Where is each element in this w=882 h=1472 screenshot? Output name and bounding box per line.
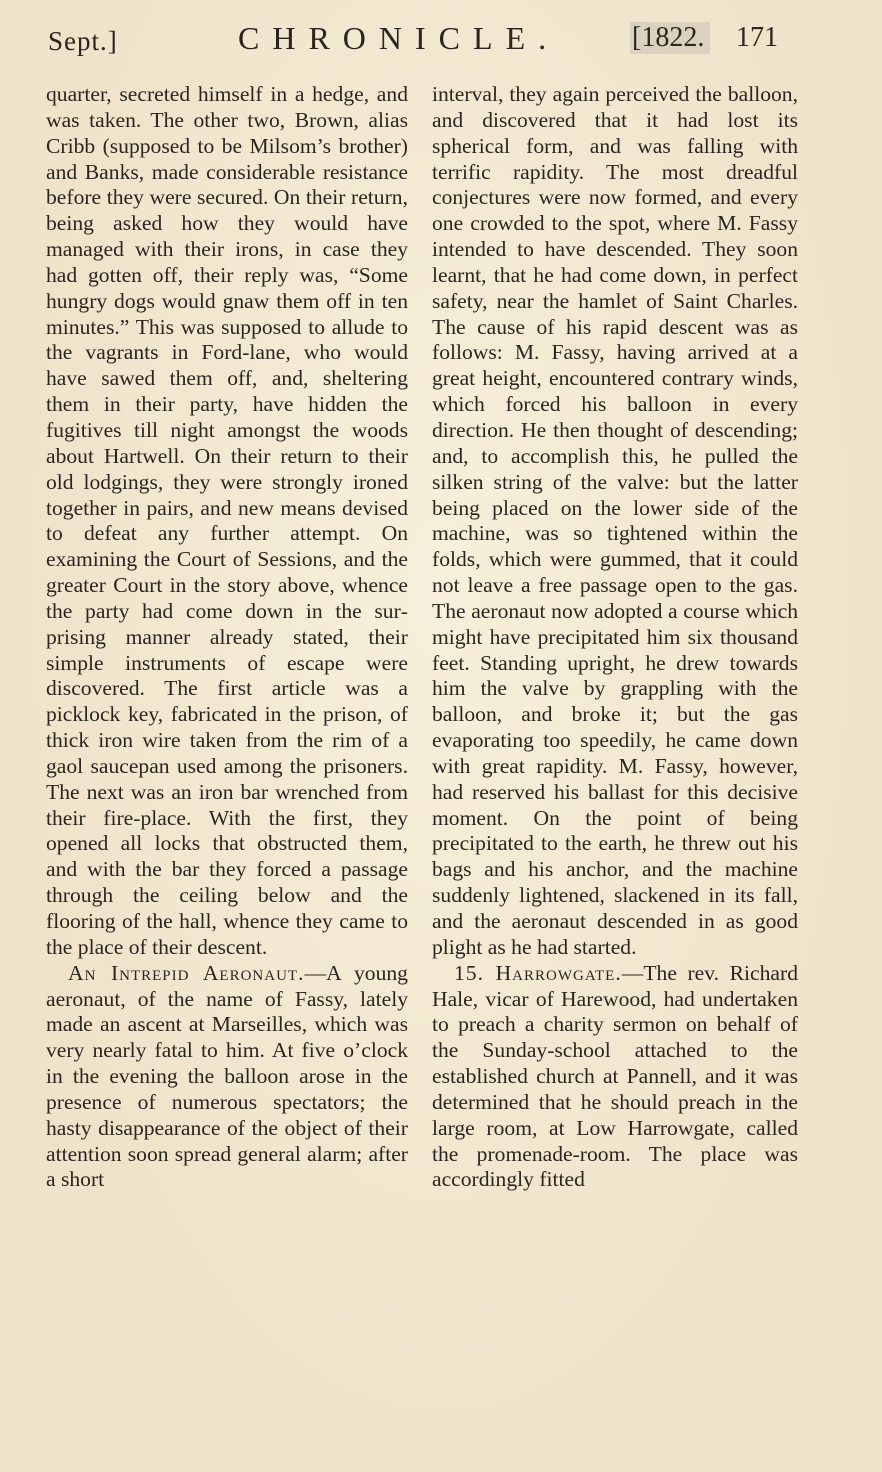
running-header	[48, 14, 802, 64]
page-number: 171	[736, 22, 778, 53]
right-column	[432, 82, 798, 1193]
section-heading-aeronaut: An Intrepid Aeronaut.	[68, 960, 305, 985]
left-paragraph-1: quarter, secreted himself in a hedge, and was taken. The other two, Brown, alias Cribb (supposed to be Milsom’s brother) and Banks, made considerable resistance before they were secured. On their return, being asked how they would have managed with their irons, in case they had gotten off, their reply was, “Some hungry dogs would gnaw them off in ten minutes.” This was supposed to allude to the vagrants in Ford-lane, who would have sawed them off, and, sheltering them in their party, have hidden the fugitives till night amongst the woods about Hartwell. On their return to their old lodgings, they were strongly ironed together in pairs, and new means devised to defeat any further attempt. On examining the Court of Sessions, and the greater Court in the story above, whence the party had come down in the surprising manner already stated, their simple instruments of escape were discovered. The first article was a picklock key, fabricated in the prison, of thick iron wire taken from the rim of a gaol saucepan used among the prisoners. The next was an iron bar wrenched from their fire-place. With the first, they opened all locks that obstructed them, and with the bar they forced a passage through the ceiling below and the flooring of the hall, whence they came to the place of their descent.	[46, 82, 408, 959]
header-month: Sept.]	[48, 26, 118, 56]
right-paragraph-2	[432, 961, 798, 1194]
section-heading-harrowgate: 15. Harrowgate.	[454, 960, 622, 985]
header-year: [1822.	[630, 22, 710, 54]
right-paragraph-1: interval, they again perceived the balloon, and discovered that it had lost its spherical form, and was falling with terrific rapidity. The most dreadful conjectures were now formed, and every one crowded to the spot, where M. Fassy intended to have descended. They soon learnt, that he had come down, in perfect safety, near the hamlet of Saint Charles. The cause of his rapid descent was as follows: M. Fassy, having arrived at a great height, encountered contrary winds, which forced his balloon in every direction. He then thought of descending; and, to accomplish this, he pulled the silken string of the valve: but the latter being placed on the lower side of the machine, was so tightened within the folds, which were gummed, that it could not leave a free passage open to the gas. The aeronaut now adopted a course which might have precipitated him six thousand feet. Standing upright, he drew towards him the valve by grappling with the balloon, and broke it; but the gas evaporating too speedily, he came down with great rapidity. M. Fassy, however, had reserved his ballast for this decisive moment. On the point of being precipitated to the earth, he threw out his bags and his anchor, and the machine suddenly lightened, slackened in its fall, and the aeronaut descended in as good plight as he had started.	[432, 82, 798, 959]
aeronaut-text: —A young aeronaut, of the name of Fassy, lately made an ascent at Marseilles, which was very nearly fatal to him. At five o’clock in the evening the balloon arose in the presence of numerous spectators; the hasty disappearance of the object of their attention soon spread general alarm; after a short	[46, 960, 408, 1192]
header-title: CHRONICLE.	[238, 20, 560, 56]
harrowgate-text: —The rev. Richard Hale, vicar of Harewood, had undertaken to preach a charity sermon on behalf of the Sunday-school attached to the established church at Pannell, and it was determined that he should preach in the large room, at Low Harrowgate, called the promenade-room. The place was accordingly fitted	[432, 960, 798, 1192]
left-column	[46, 82, 408, 1193]
left-paragraph-2	[46, 961, 408, 1194]
